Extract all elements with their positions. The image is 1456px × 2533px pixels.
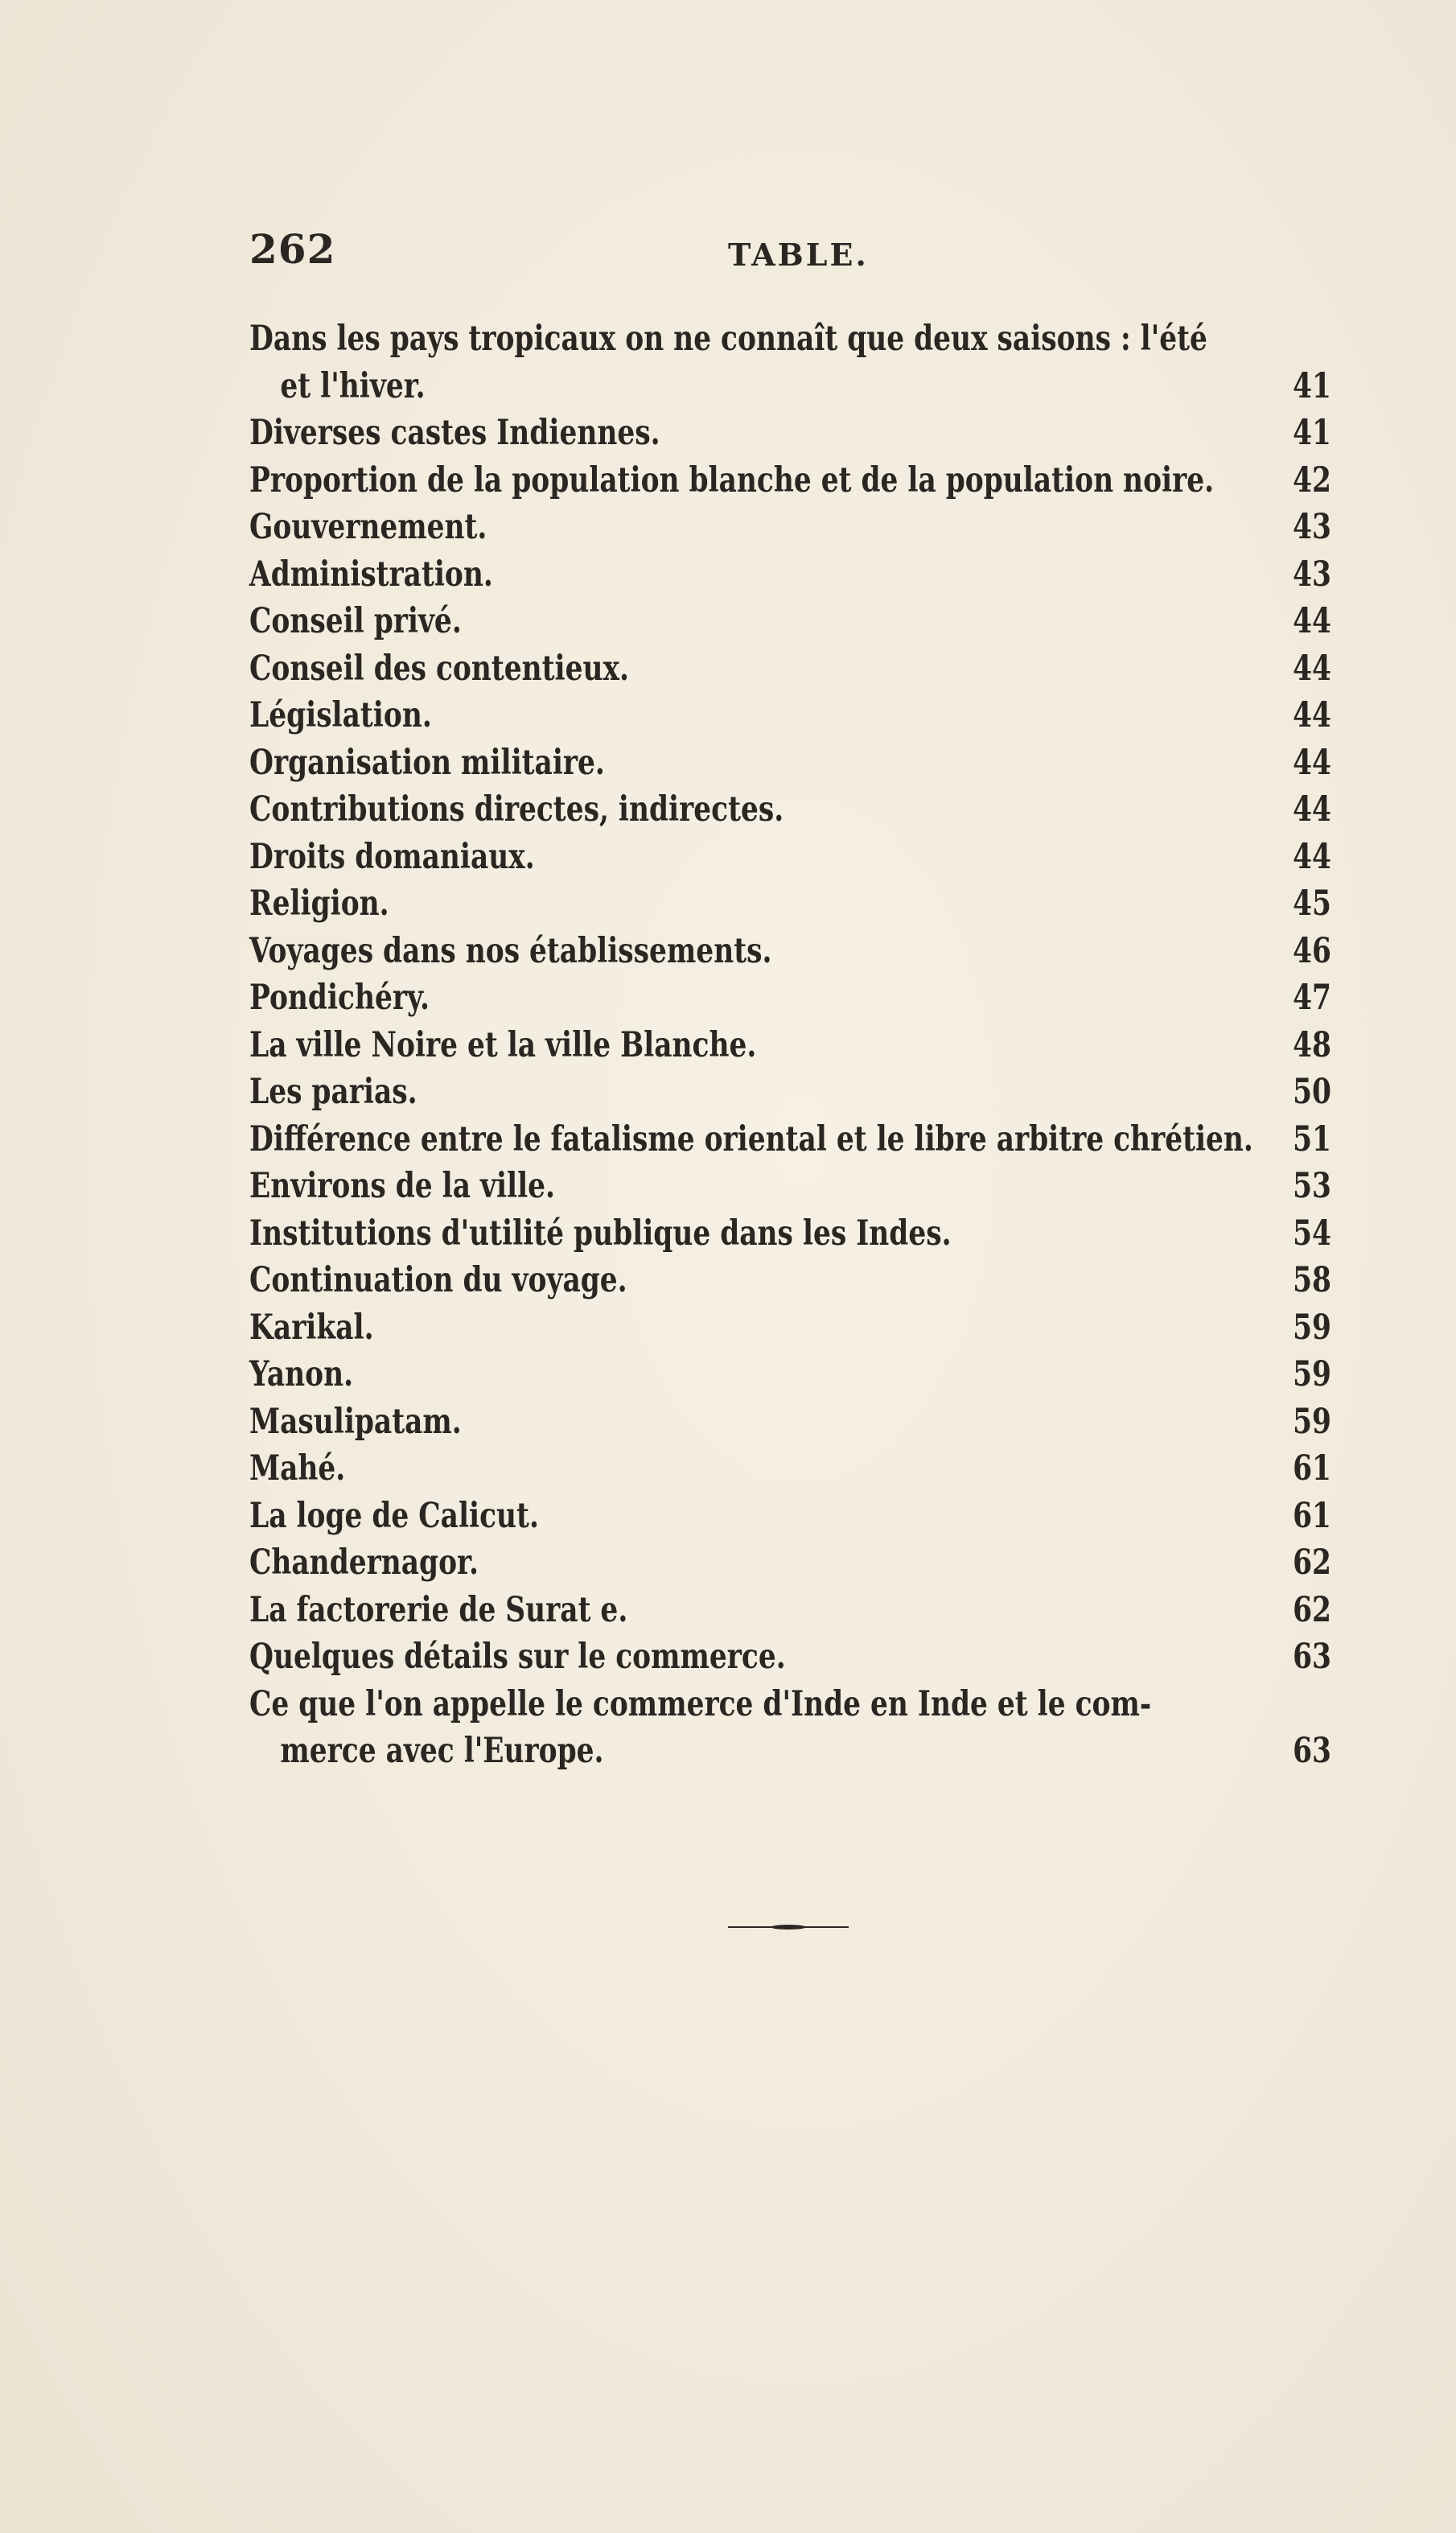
toc-entry-page-number: 44 (1293, 695, 1331, 735)
toc-entry-page-number: 62 (1293, 1542, 1331, 1583)
toc-entry (249, 1539, 1331, 1587)
toc-entry-title (249, 1633, 1331, 1681)
toc-entry-title (249, 1069, 1331, 1116)
toc-entry-title (249, 315, 1331, 410)
toc-entry-title-line: Ce que l'on appelle le commerce d'Inde en Inde et le com- (249, 1683, 1152, 1724)
page-header (0, 225, 1456, 282)
toc-entry (249, 457, 1331, 505)
toc-entry (249, 928, 1331, 975)
toc-entry-page-number: 43 (1293, 507, 1331, 547)
toc-entry-page-number: 61 (1293, 1448, 1331, 1489)
toc-entry-title-line: La factorerie de Surat e. (249, 1589, 628, 1630)
toc-entry (249, 786, 1331, 834)
toc-entry-page-number: 63 (1293, 1731, 1331, 1771)
toc-entry-page-number: 47 (1293, 978, 1331, 1018)
toc-entry-title-line: Conseil des contentieux. (249, 648, 630, 689)
toc-entry-title-line: La ville Noire et la ville Blanche. (249, 1024, 757, 1065)
toc-entry-title (249, 504, 1331, 551)
toc-entry-title (249, 1681, 1331, 1775)
table-of-contents (249, 315, 1331, 1775)
toc-entry-page-number: 59 (1293, 1354, 1331, 1394)
toc-entry-page-number: 41 (1293, 365, 1331, 406)
toc-entry (249, 1022, 1331, 1069)
end-ornament (728, 1925, 849, 1930)
toc-entry-page-number: 50 (1293, 1072, 1331, 1112)
toc-entry-title-line: Les parias. (249, 1072, 417, 1112)
toc-entry-title-line: La loge de Calicut. (249, 1495, 539, 1536)
toc-entry-title (249, 1210, 1331, 1258)
toc-entry (249, 1257, 1331, 1304)
toc-entry (249, 598, 1331, 645)
toc-entry-page-number: 48 (1293, 1024, 1331, 1065)
toc-entry-title (249, 1539, 1331, 1587)
toc-entry-title-line: Institutions d'utilité publique dans les Indes. (249, 1213, 952, 1254)
toc-entry-title (249, 880, 1331, 928)
toc-entry-title (249, 1351, 1331, 1398)
toc-entry-title (249, 410, 1331, 457)
toc-entry (249, 1116, 1331, 1164)
toc-entry (249, 645, 1331, 693)
toc-entry-title (249, 786, 1331, 834)
toc-entry-title (249, 1445, 1331, 1493)
toc-entry-page-number: 42 (1293, 459, 1331, 500)
toc-entry (249, 1633, 1331, 1681)
toc-entry (249, 315, 1331, 410)
toc-entry-page-number: 44 (1293, 601, 1331, 641)
page-number: 262 (249, 225, 336, 273)
toc-entry-page-number: 53 (1293, 1166, 1331, 1206)
toc-entry-page-number: 44 (1293, 648, 1331, 689)
toc-entry-title-line: Droits domaniaux. (249, 836, 535, 877)
toc-entry (249, 1445, 1331, 1493)
toc-entry (249, 504, 1331, 551)
toc-entry (249, 1587, 1331, 1634)
toc-entry-title-line: Quelques détails sur le commerce. (249, 1637, 786, 1677)
toc-entry-title (249, 739, 1331, 787)
toc-entry-page-number: 61 (1293, 1495, 1331, 1536)
toc-entry-title (249, 928, 1331, 975)
toc-entry-title-line: Différence entre le fatalisme oriental et le libre arbitre chrétien. (249, 1118, 1253, 1159)
toc-entry-title-line: Pondichéry. (249, 978, 430, 1018)
toc-entry-title (249, 1163, 1331, 1210)
toc-entry-title-line: Contributions directes, indirectes. (249, 789, 784, 830)
toc-entry-title (249, 645, 1331, 693)
toc-entry-page-number: 54 (1293, 1213, 1331, 1254)
toc-entry-title-line: Législation. (249, 695, 432, 735)
toc-entry-title-line: Yanon. (249, 1354, 354, 1394)
toc-entry-title (249, 1587, 1331, 1634)
toc-entry-title-line: Administration. (249, 554, 493, 595)
toc-entry-title (249, 834, 1331, 881)
toc-entry-title-line: Proportion de la population blanche et de la population noire. (249, 459, 1215, 500)
toc-entry (249, 834, 1331, 881)
toc-entry-title (249, 1116, 1331, 1164)
toc-entry-title (249, 551, 1331, 599)
toc-entry-title-line: Organisation militaire. (249, 742, 605, 783)
toc-entry-page-number: 43 (1293, 554, 1331, 595)
toc-entry-title-line: Conseil privé. (249, 601, 462, 641)
toc-entry-page-number: 44 (1293, 742, 1331, 783)
toc-entry-title (249, 457, 1331, 505)
toc-entry-page-number: 59 (1293, 1401, 1331, 1442)
toc-entry-title-continuation: et l'hiver. (280, 365, 426, 406)
toc-entry-title-line: Chandernagor. (249, 1542, 479, 1583)
toc-entry-title-continuation: merce avec l'Europe. (280, 1731, 604, 1771)
toc-entry-page-number: 45 (1293, 883, 1331, 924)
toc-entry (249, 410, 1331, 457)
toc-entry-title-line: Dans les pays tropicaux on ne connaît que deux saisons : l'été (249, 319, 1207, 359)
toc-entry (249, 1398, 1331, 1446)
toc-entry-title (249, 1257, 1331, 1304)
toc-entry (249, 1493, 1331, 1540)
toc-entry-title (249, 1304, 1331, 1352)
toc-entry-page-number: 59 (1293, 1307, 1331, 1348)
running-title: TABLE. (728, 237, 869, 273)
toc-entry-title (249, 974, 1331, 1022)
toc-entry (249, 551, 1331, 599)
toc-entry-page-number: 62 (1293, 1589, 1331, 1630)
toc-entry-title (249, 1398, 1331, 1446)
toc-entry-title (249, 1022, 1331, 1069)
toc-entry (249, 1163, 1331, 1210)
toc-entry (249, 1210, 1331, 1258)
toc-entry-page-number: 58 (1293, 1260, 1331, 1300)
toc-entry (249, 1681, 1331, 1775)
toc-entry-title-line: Diverses castes Indiennes. (249, 413, 660, 453)
toc-entry (249, 880, 1331, 928)
toc-entry-page-number: 51 (1293, 1118, 1331, 1159)
toc-entry-title-line: Environs de la ville. (249, 1166, 556, 1206)
toc-entry-title (249, 1493, 1331, 1540)
toc-entry (249, 974, 1331, 1022)
toc-entry (249, 1351, 1331, 1398)
toc-entry (249, 692, 1331, 739)
toc-entry-title-line: Mahé. (249, 1448, 346, 1489)
toc-entry-page-number: 41 (1293, 413, 1331, 453)
toc-entry-page-number: 44 (1293, 836, 1331, 877)
toc-entry-page-number: 44 (1293, 789, 1331, 830)
toc-entry-title-line: Continuation du voyage. (249, 1260, 627, 1300)
toc-entry-title (249, 692, 1331, 739)
toc-entry (249, 739, 1331, 787)
toc-entry-title-line: Karikal. (249, 1307, 374, 1348)
toc-entry-title-line: Religion. (249, 883, 389, 924)
toc-entry (249, 1304, 1331, 1352)
toc-entry-page-number: 46 (1293, 930, 1331, 971)
toc-entry-title-line: Gouvernement. (249, 507, 487, 547)
toc-entry-title-line: Masulipatam. (249, 1401, 462, 1442)
toc-entry (249, 1069, 1331, 1116)
toc-entry-title-line: Voyages dans nos établissements. (249, 930, 772, 971)
toc-entry-page-number: 63 (1293, 1637, 1331, 1677)
toc-entry-title (249, 598, 1331, 645)
